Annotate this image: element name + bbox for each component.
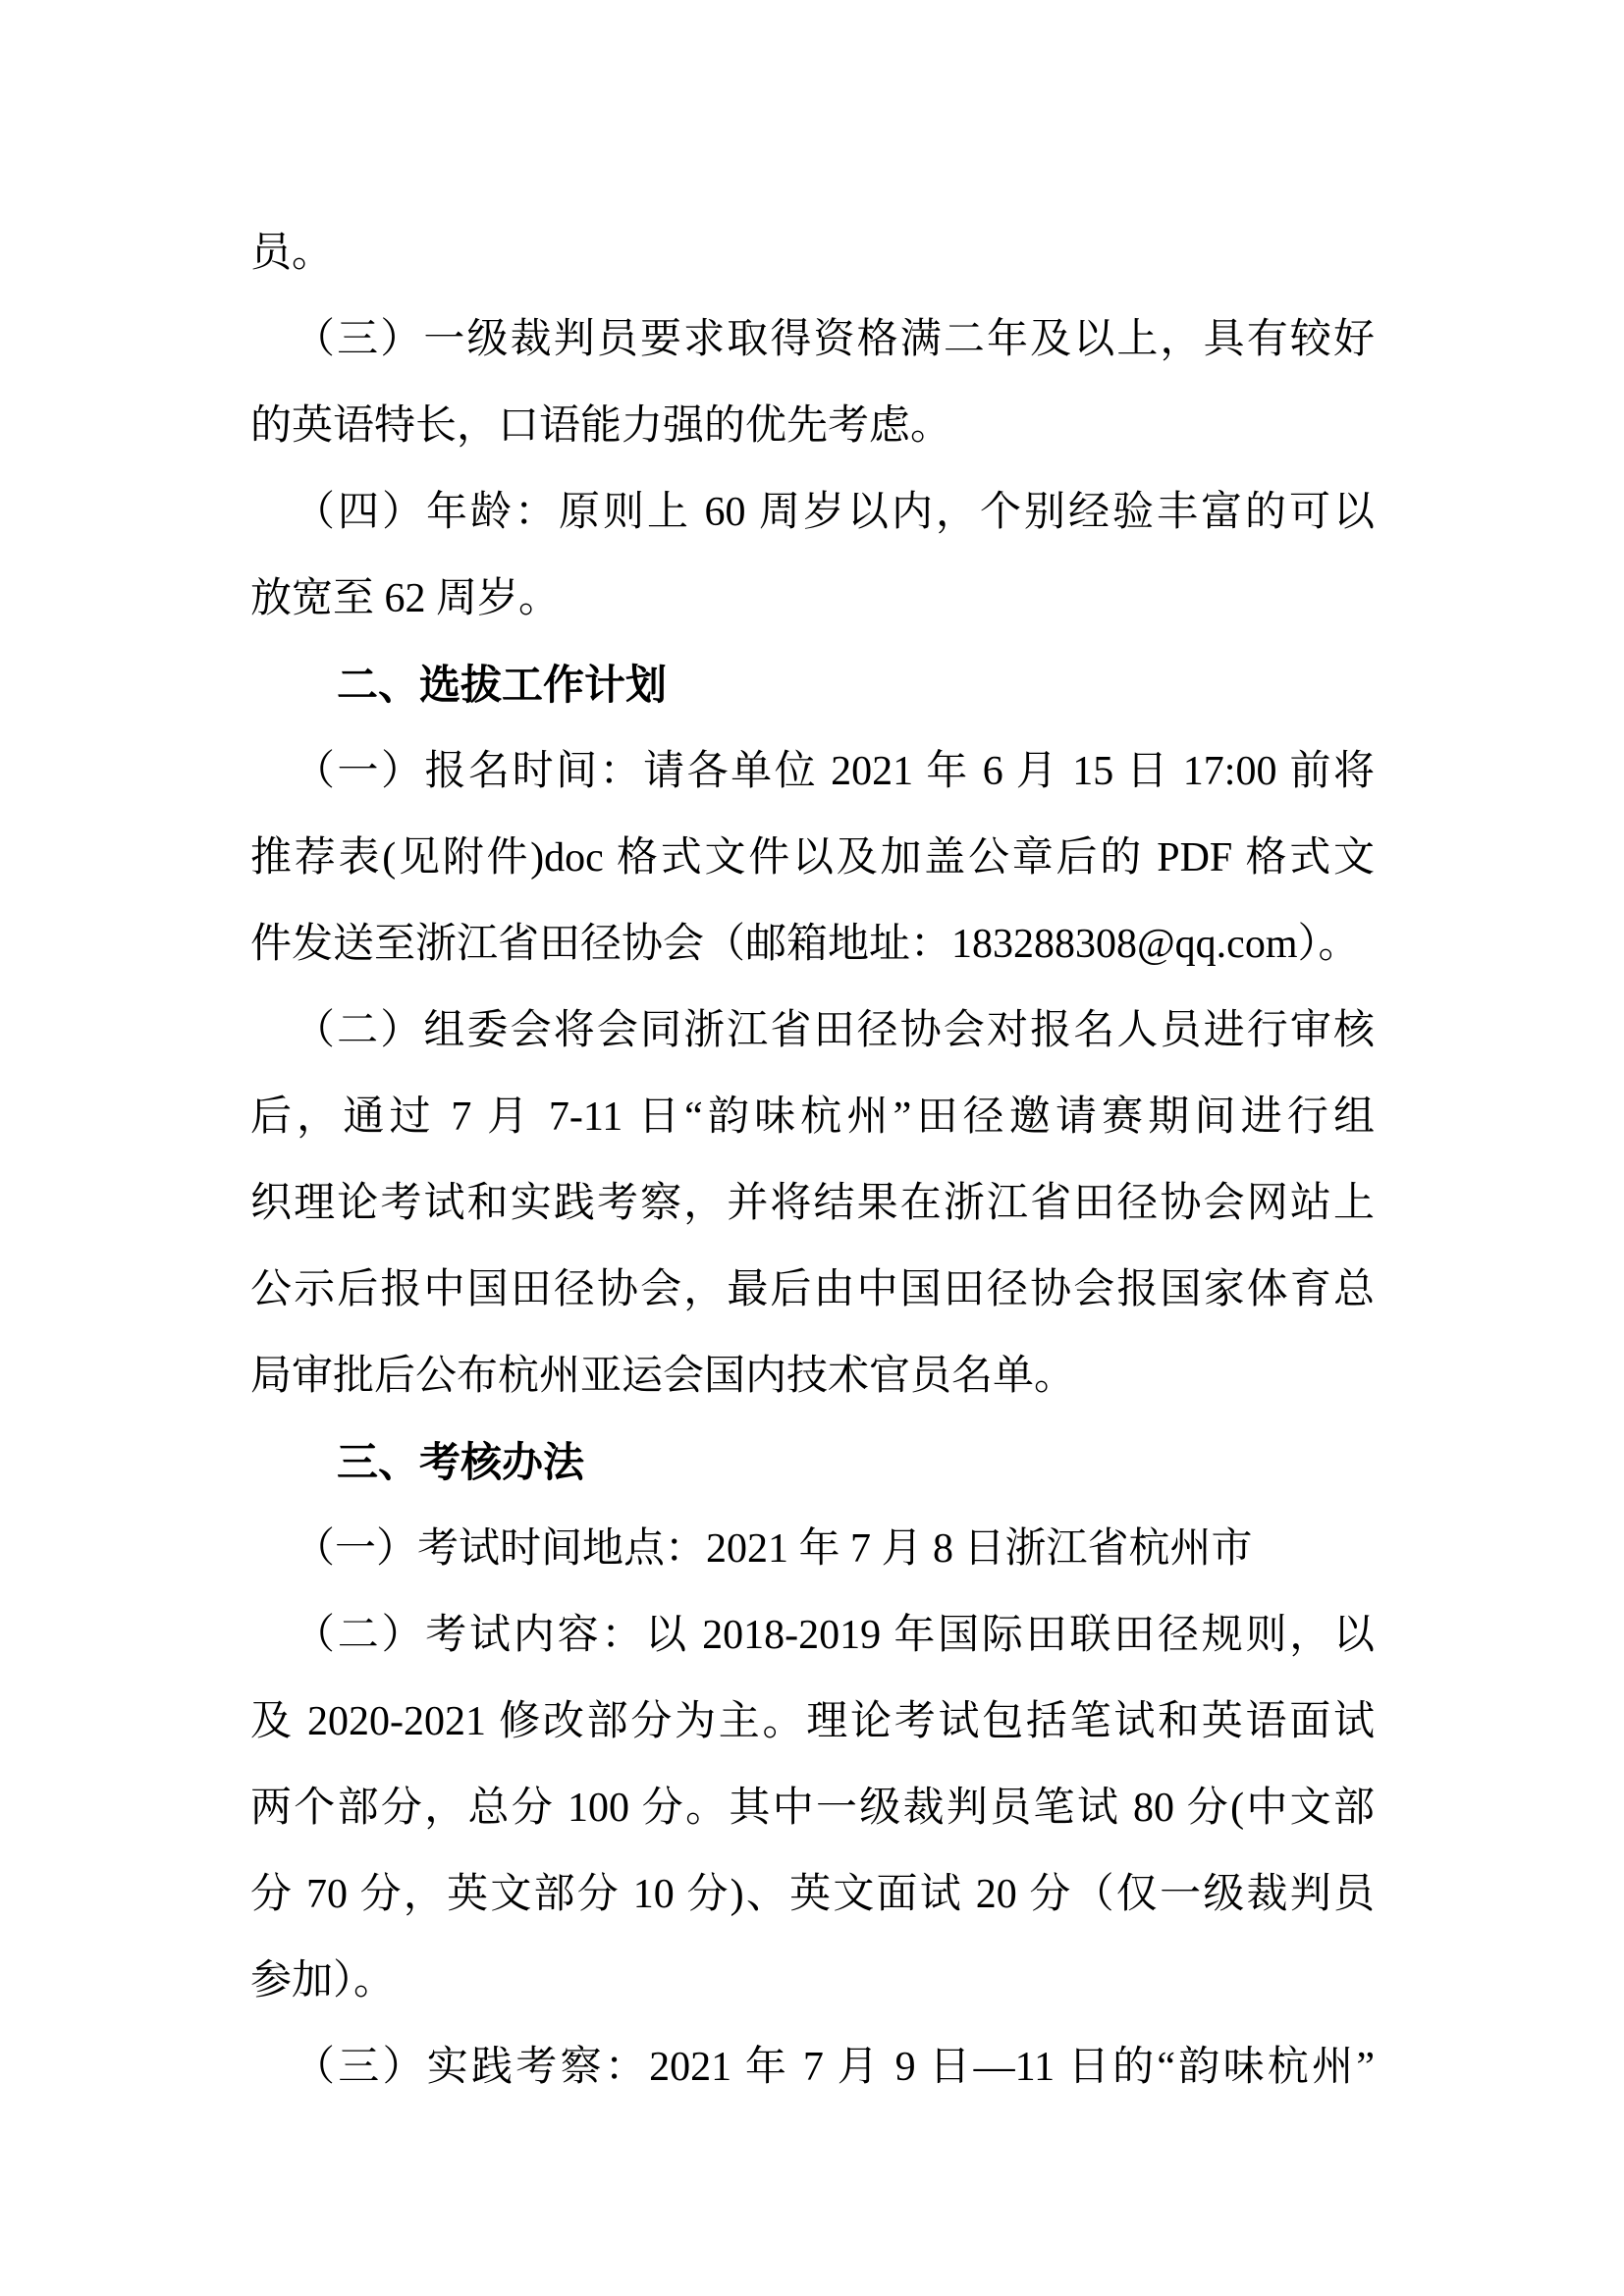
text-line: 公示后报中国田径协会，最后由中国田径协会报国家体育总 bbox=[250, 1267, 1375, 1312]
text-line: （二）考试内容：以 2018-2019 年国际田联田径规则，以 bbox=[294, 1613, 1375, 1658]
text-line: （一）考试时间地点：2021 年 7 月 8 日浙江省杭州市 bbox=[294, 1526, 1253, 1572]
text-line: 的英语特长，口语能力强的优先考虑。 bbox=[250, 403, 952, 449]
text-line: 两个部分，总分 100 分。其中一级裁判员笔试 80 分(中文部 bbox=[250, 1786, 1375, 1831]
section-heading: 三、考核办法 bbox=[337, 1439, 585, 1485]
text-line: （三）实践考察：2021 年 7 月 9 日—11 日的“韵味杭州” bbox=[294, 2045, 1375, 2090]
text-line: 参加）。 bbox=[250, 1958, 396, 2003]
text-line: 织理论考试和实践考察，并将结果在浙江省田径协会网站上 bbox=[250, 1181, 1375, 1226]
document-text-block bbox=[250, 210, 1375, 2110]
text-line: （三）一级裁判员要求取得资格满二年及以上，具有较好 bbox=[294, 317, 1375, 362]
text-line: 件发送至浙江省田径协会（邮箱地址：183288308@qq.com）。 bbox=[250, 922, 1360, 967]
text-line: 员。 bbox=[250, 231, 334, 276]
text-line: 局审批后公布杭州亚运会国内技术官员名单。 bbox=[250, 1354, 1076, 1399]
text-line: 后，通过 7 月 7-11 日“韵味杭州”田径邀请赛期间进行组 bbox=[250, 1095, 1375, 1140]
text-line: （二）组委会将会同浙江省田径协会对报名人员进行审核 bbox=[294, 1008, 1375, 1053]
text-line: （一）报名时间：请各单位 2021 年 6 月 15 日 17:00 前将 bbox=[294, 749, 1375, 794]
text-line: 及 2020-2021 修改部分为主。理论考试包括笔试和英语面试 bbox=[250, 1699, 1375, 1744]
section-heading: 二、选拔工作计划 bbox=[337, 662, 668, 708]
text-line: 分 70 分，英文部分 10 分)、英文面试 20 分（仅一级裁判员 bbox=[250, 1872, 1375, 1917]
text-line: （四）年龄：原则上 60 周岁以内，个别经验丰富的可以 bbox=[294, 490, 1375, 535]
text-line: 推荐表(见附件)doc 格式文件以及加盖公章后的 PDF 格式文 bbox=[250, 835, 1375, 881]
text-line: 放宽至 62 周岁。 bbox=[250, 576, 561, 621]
